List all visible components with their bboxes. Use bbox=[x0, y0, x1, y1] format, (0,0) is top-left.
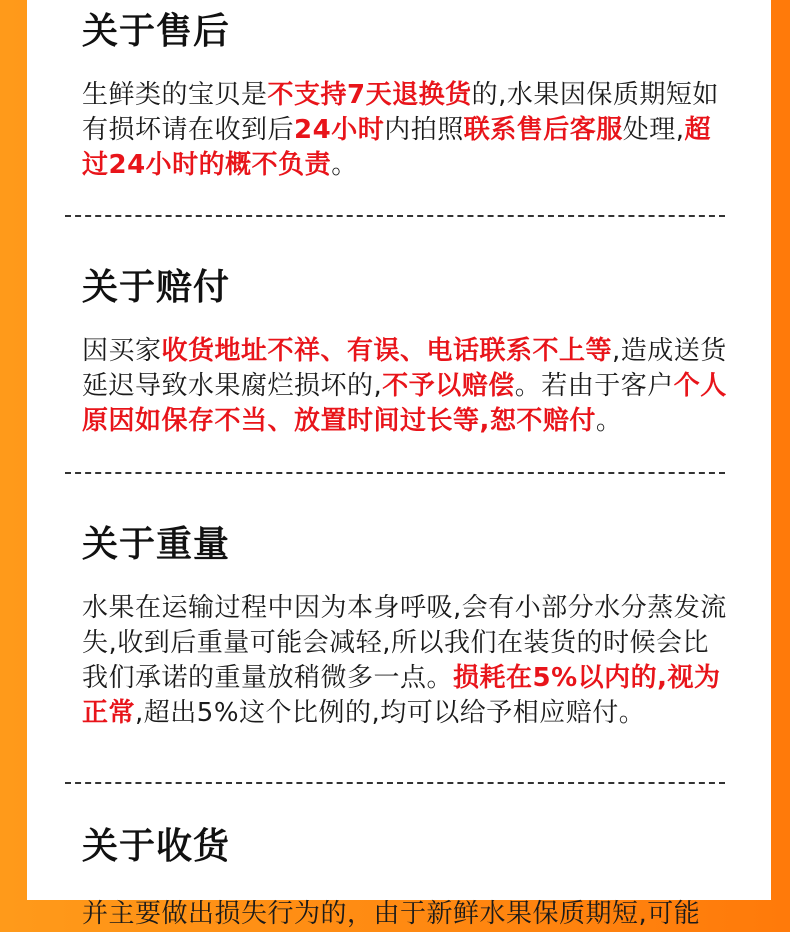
section-receiving bbox=[82, 827, 732, 932]
highlight-text: 不予以赔偿 bbox=[382, 371, 515, 401]
paragraph-text: ,超出5%这个比例的,均可以给予相应赔付。 bbox=[135, 698, 646, 728]
section-heading: 关于重量 bbox=[82, 524, 231, 565]
paragraph-text: 并主要做出损失行为的，由于新鲜水果保质期短,可能 bbox=[82, 899, 701, 929]
highlight-text: 个人原因如保存不当、放置时间过长等,恕不赔付 bbox=[82, 371, 727, 436]
paragraph-text: 生鲜类的宝贝是 bbox=[82, 80, 268, 110]
highlight-text: 联系售后客服 bbox=[463, 115, 623, 145]
paragraph-text: 。 bbox=[331, 150, 358, 180]
section-heading: 关于售后 bbox=[82, 11, 231, 52]
section-after-sales bbox=[82, 12, 732, 183]
dashed-divider bbox=[65, 472, 725, 474]
section-heading: 关于赔付 bbox=[82, 267, 231, 308]
paragraph-text: 水果在运输过程中因为本身呼吸,会有小部分水分蒸发流失,收到后重量可能会减轻,所以我们在装货的时候会比我们承诺的重量放稍微多一点。 bbox=[82, 593, 727, 693]
highlight-text: 不支持7天退换货 bbox=[267, 80, 472, 110]
highlight-text: 损耗在5%以内的,视为正常 bbox=[82, 663, 721, 728]
paragraph-text: 。若由于客户 bbox=[514, 371, 674, 401]
paragraph-text: ,造成送货延迟导致水果腐烂损坏的, bbox=[82, 336, 727, 401]
highlight-text: 超过24小时的概不负责 bbox=[82, 115, 712, 180]
highlight-text: 收货地址不祥、有误、电话联系不上等 bbox=[161, 336, 613, 366]
dashed-divider bbox=[65, 782, 725, 784]
paragraph-text: 处理, bbox=[622, 115, 685, 145]
paragraph-text: 。 bbox=[595, 406, 623, 436]
dashed-divider bbox=[65, 215, 725, 217]
highlight-text: 24小时 bbox=[294, 115, 385, 145]
content-panel bbox=[27, 0, 771, 929]
paragraph-text: 的,水果因保质期短如有损坏请在收到后 bbox=[82, 80, 719, 145]
section-paragraph bbox=[82, 78, 732, 183]
paragraph-text: 内拍照 bbox=[384, 115, 464, 145]
section-paragraph bbox=[82, 591, 732, 731]
section-weight bbox=[82, 525, 732, 731]
section-heading: 关于收货 bbox=[82, 826, 231, 867]
section-compensation bbox=[82, 268, 732, 439]
paragraph-text: 因买家 bbox=[82, 336, 162, 366]
section-paragraph bbox=[82, 897, 732, 932]
section-paragraph bbox=[82, 334, 732, 439]
